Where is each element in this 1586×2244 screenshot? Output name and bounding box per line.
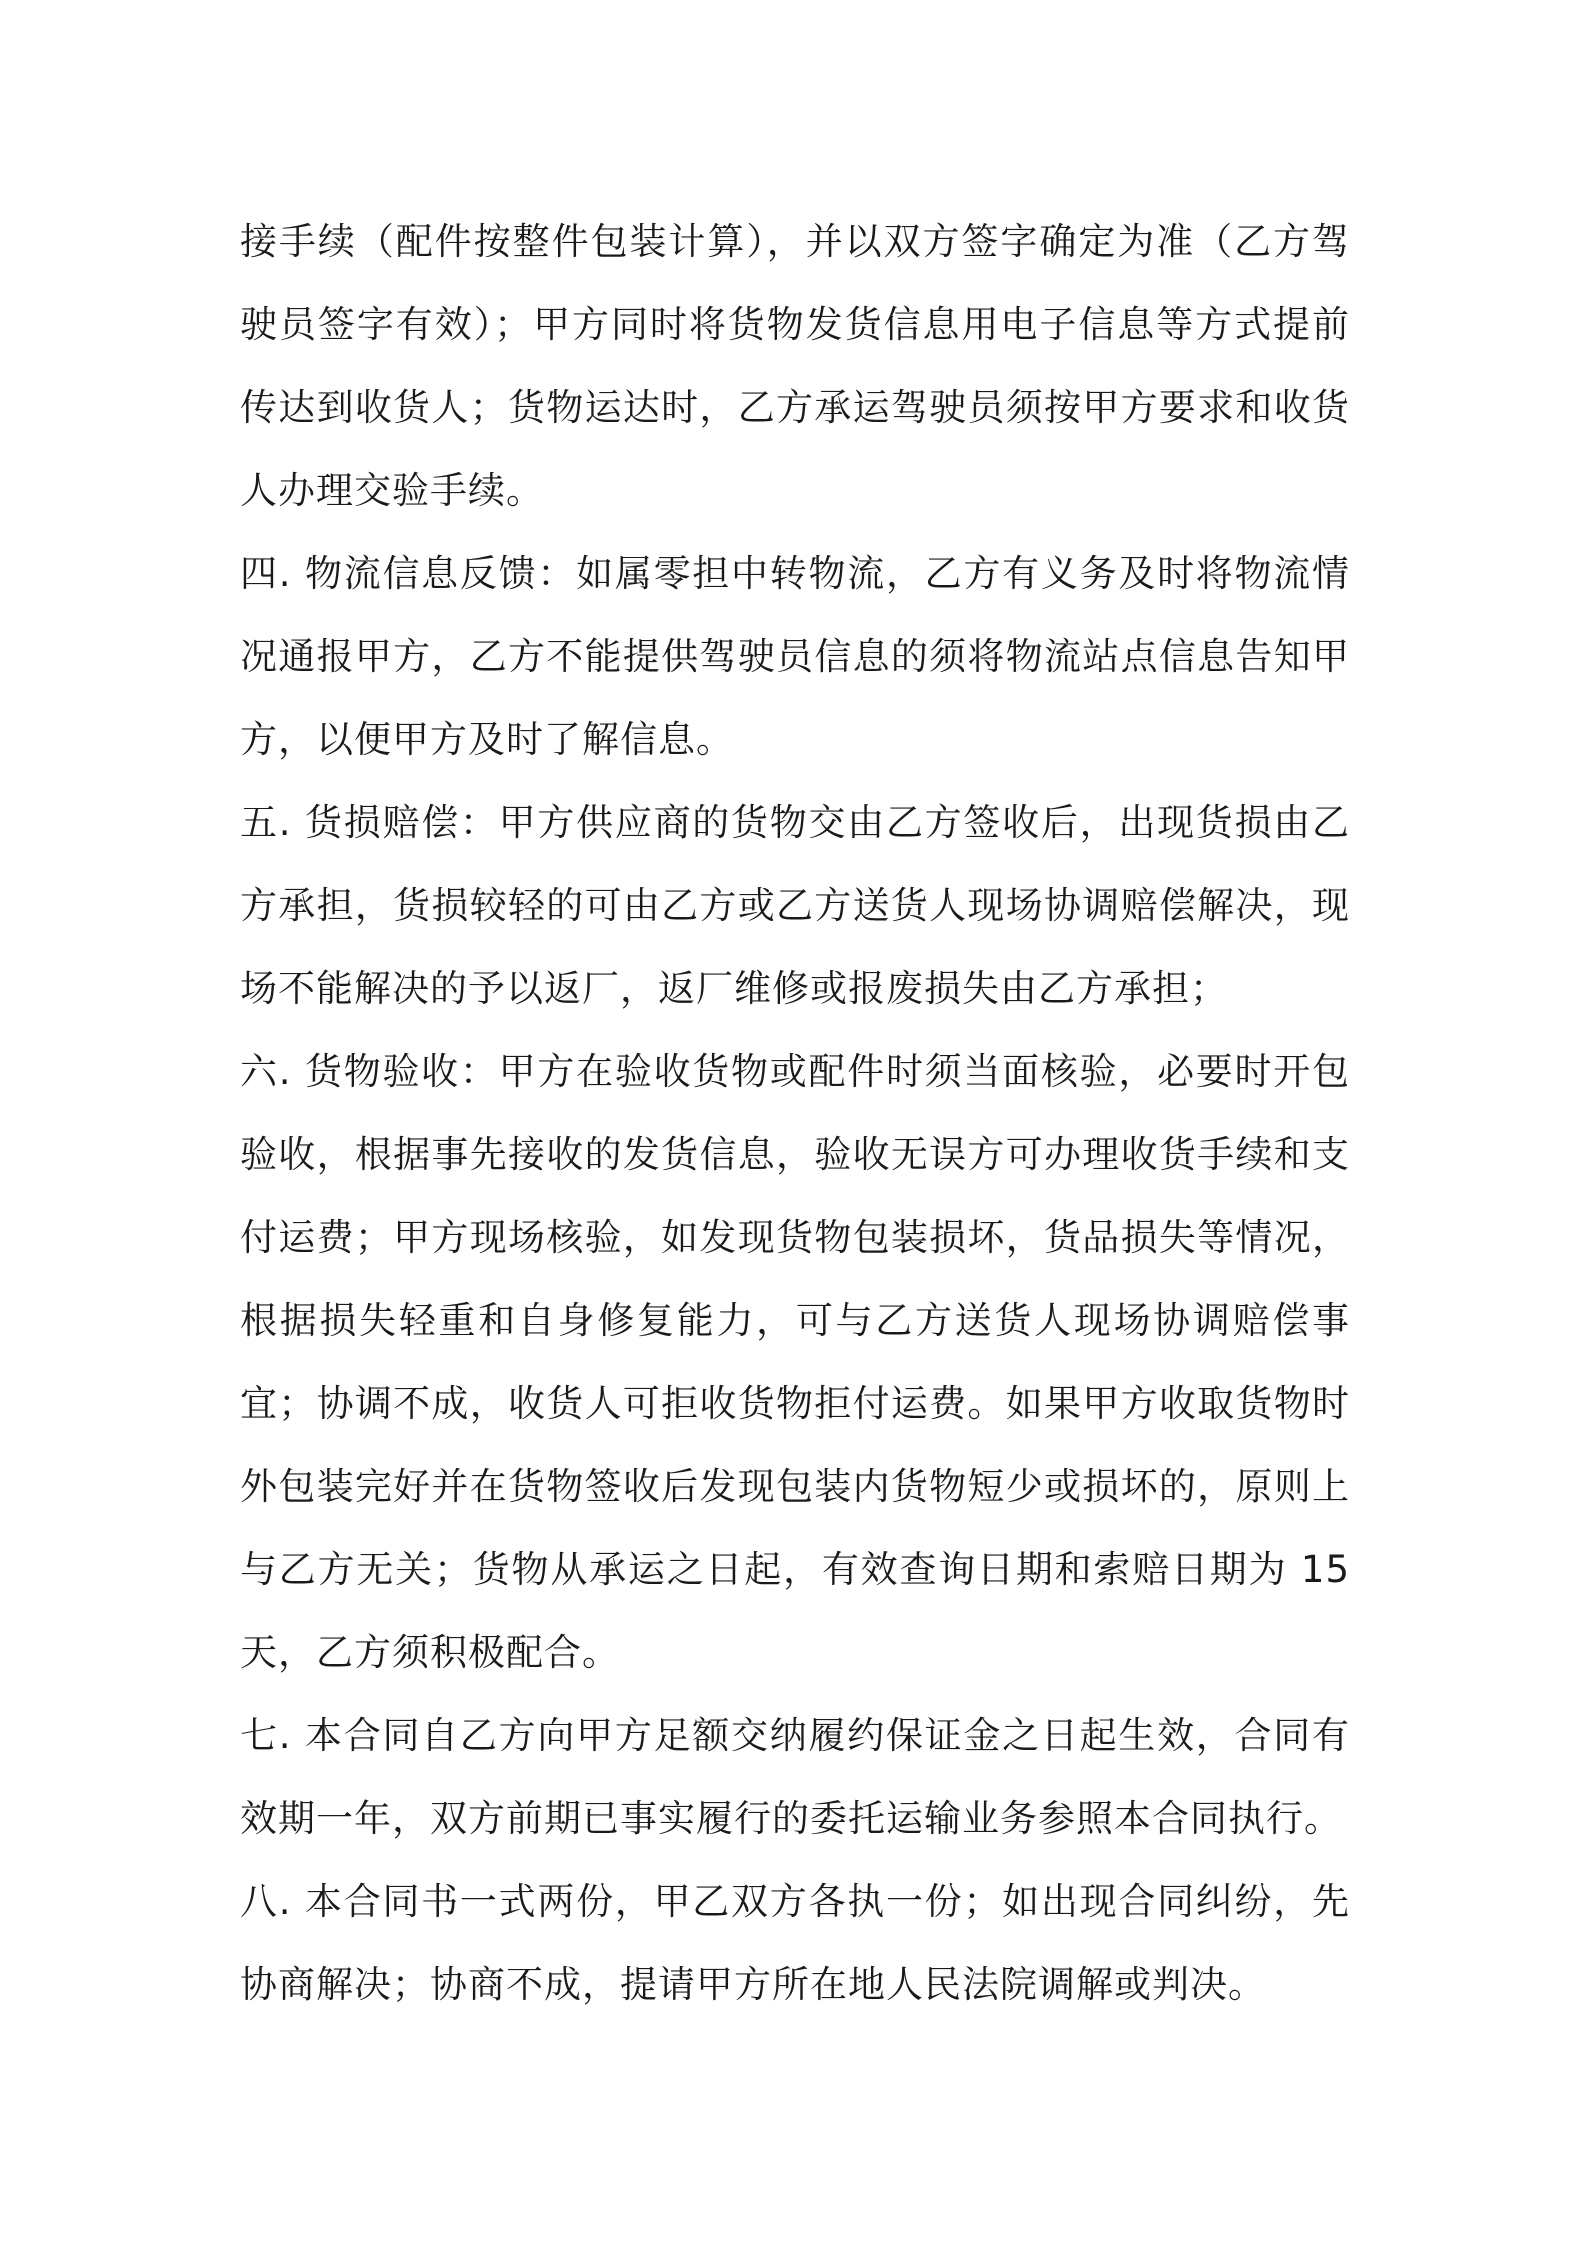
paragraph-clause-4-logistics-feedback: 四. 物流信息反馈：如属零担中转物流，乙方有义务及时将物流情况通报甲方，乙方不能提供驾驶员信息的须将物流站点信息告知甲方，以便甲方及时了解信息。 xyxy=(240,552,1350,761)
document-body xyxy=(240,200,1350,2026)
paragraph-clause-8-copies-disputes: 八. 本合同书一式两份，甲乙双方各执一份；如出现合同纠纷，先协商解决；协商不成，提请甲方所在地人民法院调解或判决。 xyxy=(240,1880,1350,2006)
paragraph-clause-6-goods-acceptance: 六. 货物验收：甲方在验收货物或配件时须当面核验，必要时开包验收，根据事先接收的发货信息，验收无误方可办理收货手续和支付运费；甲方现场核验，如发现货物包装损坏，货品损失等情况，根据损失轻重和自身修复能力，可与乙方送货人现场协调赔偿事宜；协调不成，收货人可拒收货物拒付运费。如果甲方收取货物时外包装完好并在货物签收后发现包装内货物短少或损坏的，原则上与乙方无关；货物从承运之日起，有效查询日期和索赔日期为 15 天，乙方须积极配合。 xyxy=(240,1050,1350,1674)
paragraph-clause-7-effective-date: 七. 本合同自乙方向甲方足额交纳履约保证金之日起生效，合同有效期一年，双方前期已事实履行的委托运输业务参照本合同执行。 xyxy=(240,1714,1350,1840)
paragraph-clause-5-damage-compensation: 五. 货损赔偿：甲方供应商的货物交由乙方签收后，出现货损由乙方承担，货损较轻的可由乙方或乙方送货人现场协调赔偿解决，现场不能解决的予以返厂，返厂维修或报废损失由乙方承担； xyxy=(240,801,1350,1010)
paragraph-receipt-procedure: 接手续（配件按整件包装计算），并以双方签字确定为准（乙方驾驶员签字有效）；甲方同时将货物发货信息用电子信息等方式提前传达到收货人；货物运达时，乙方承运驾驶员须按甲方要求和收货人办理交验手续。 xyxy=(240,220,1350,512)
